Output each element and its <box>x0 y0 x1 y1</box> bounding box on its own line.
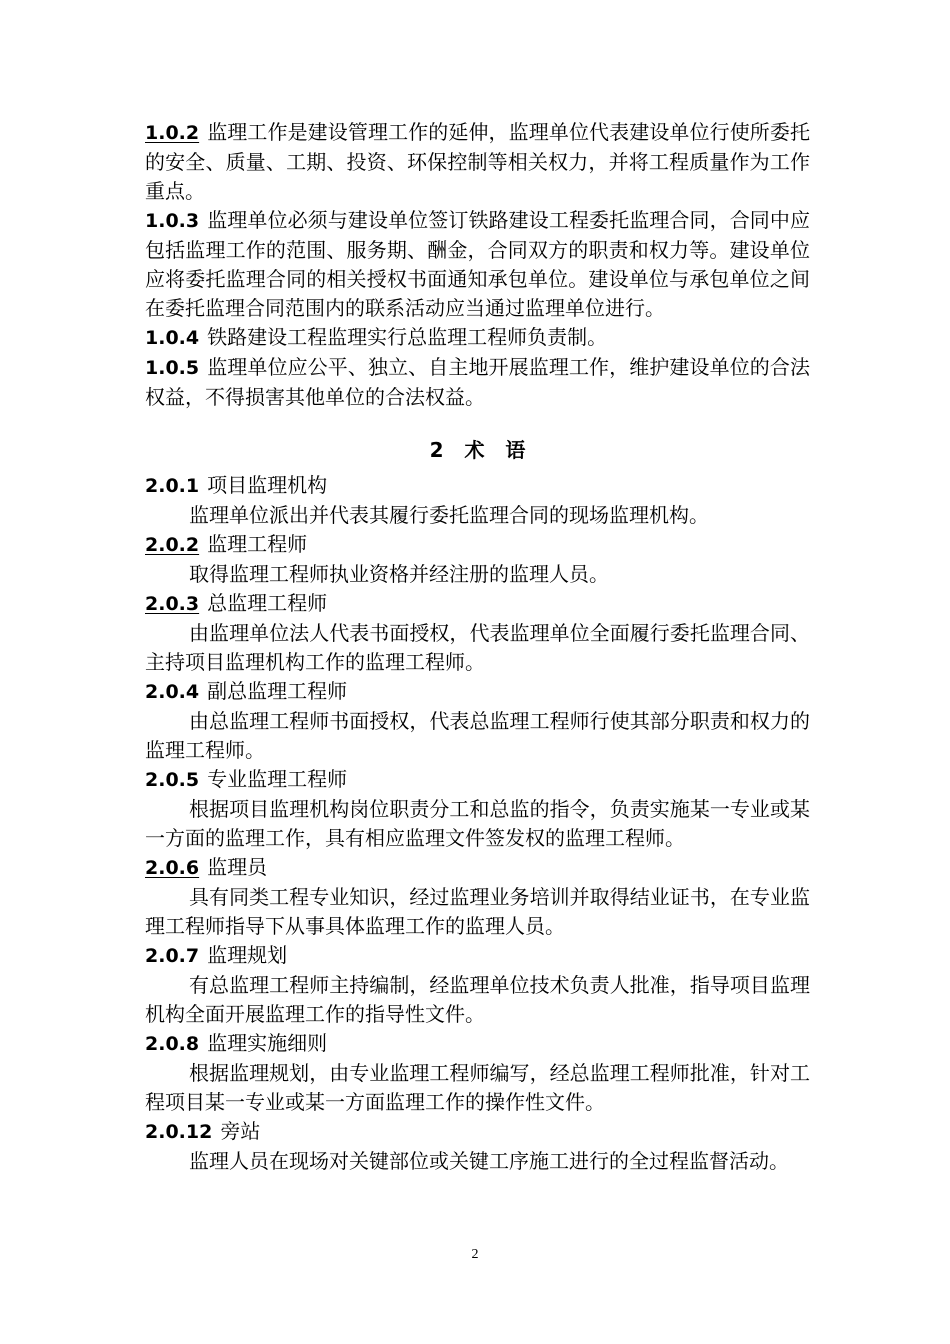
term-name: 项目监理机构 <box>207 473 328 497</box>
term-name: 监理实施细则 <box>207 1031 328 1055</box>
term-number: 2.0.8 <box>145 1033 200 1055</box>
term-definition: 根据监理规划，由专业监理工程师编写，经总监理工程师批准，针对工程项目某一专业或某一方面监理工作的操作性文件。 <box>145 1061 810 1114</box>
term-name: 旁站 <box>220 1119 261 1143</box>
term-definition: 有总监理工程师主持编制，经监理单位技术负责人批准，指导项目监理机构全面开展监理工作的指导性文件。 <box>145 973 810 1026</box>
term-definition: 根据项目监理机构岗位职责分工和总监的指令，负责实施某一专业或某一方面的监理工作，具有相应监理文件签发权的监理工程师。 <box>145 797 810 850</box>
term-definition: 监理人员在现场对关键部位或关键工序施工进行的全过程监督活动。 <box>189 1149 789 1173</box>
term-2-0-6-heading <box>145 853 810 883</box>
term-number: 2.0.5 <box>145 769 200 791</box>
term-definition: 取得监理工程师执业资格并经注册的监理人员。 <box>189 562 609 586</box>
term-name: 监理规划 <box>207 943 288 967</box>
term-number: 2.0.4 <box>145 681 200 703</box>
clause-number: 1.0.4 <box>145 327 200 349</box>
clause-number: 1.0.3 <box>145 210 200 232</box>
clause-text: 监理工作是建设管理工作的延伸，监理单位代表建设单位行使所委托的安全、质量、工期、投资、环保控制等相关权力，并将工程质量作为工作重点。 <box>145 120 810 203</box>
clause-1-0-3 <box>145 206 810 323</box>
term-number: 2.0.3 <box>145 593 200 615</box>
term-definition: 具有同类工程专业知识，经过监理业务培训并取得结业证书，在专业监理工程师指导下从事具体监理工作的监理人员。 <box>145 885 810 938</box>
term-number: 2.0.6 <box>145 857 200 879</box>
term-2-0-7-heading <box>145 941 810 971</box>
term-2-0-2-heading <box>145 530 810 560</box>
clause-text: 铁路建设工程监理实行总监理工程师负责制。 <box>207 325 608 349</box>
clause-1-0-2 <box>145 118 810 206</box>
term-2-0-4-heading <box>145 677 810 707</box>
term-2-0-5-heading <box>145 765 810 795</box>
clause-1-0-5 <box>145 353 810 412</box>
term-definition: 监理单位派出并代表其履行委托监理合同的现场监理机构。 <box>189 503 709 527</box>
term-name: 监理工程师 <box>207 532 308 556</box>
term-number: 2.0.1 <box>145 475 200 497</box>
section-title: 2 术 语 <box>429 438 526 462</box>
term-name: 专业监理工程师 <box>207 767 348 791</box>
document-body <box>145 118 810 1176</box>
clause-number: 1.0.5 <box>145 357 200 379</box>
term-name: 监理员 <box>207 855 268 879</box>
term-2-0-8-heading <box>145 1029 810 1059</box>
term-number: 2.0.2 <box>145 534 200 556</box>
term-definition: 由监理单位法人代表书面授权，代表监理单位全面履行委托监理合同、主持项目监理机构工作的监理工程师。 <box>145 621 810 674</box>
term-2-0-12-heading <box>145 1117 810 1147</box>
clause-text: 监理单位必须与建设单位签订铁路建设工程委托监理合同，合同中应包括监理工作的范围、服务期、酬金，合同双方的职责和权力等。建设单位应将委托监理合同的相关授权书面通知承包单位。建设单位与承包单位之间在委托监理合同范围内的联系活动应当通过监理单位进行。 <box>145 208 810 320</box>
term-number: 2.0.7 <box>145 945 200 967</box>
page-number: 2 <box>471 1247 479 1262</box>
term-definition: 由总监理工程师书面授权，代表总监理工程师行使其部分职责和权力的监理工程师。 <box>145 709 810 762</box>
term-name: 总监理工程师 <box>207 591 328 615</box>
clause-1-0-4 <box>145 323 810 353</box>
term-name: 副总监理工程师 <box>207 679 348 703</box>
term-number: 2.0.12 <box>145 1121 213 1143</box>
clause-number: 1.0.2 <box>145 122 200 144</box>
term-2-0-1-heading <box>145 471 810 501</box>
term-2-0-3-heading <box>145 589 810 619</box>
clause-text: 监理单位应公平、独立、自主地开展监理工作，维护建设单位的合法权益，不得损害其他单位的合法权益。 <box>145 355 810 409</box>
